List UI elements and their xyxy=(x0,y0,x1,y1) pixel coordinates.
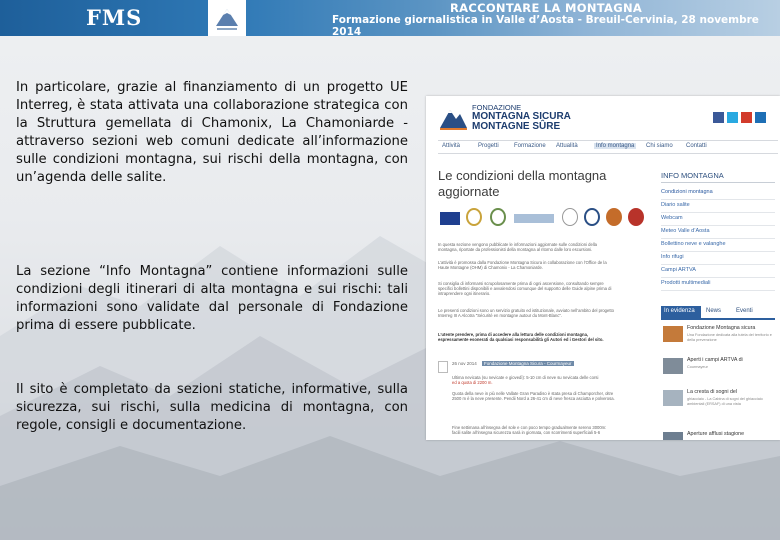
sidebar-item-condizioni[interactable]: Condizioni montagna xyxy=(661,187,775,200)
tab-in-evidenza[interactable]: In evidenza xyxy=(661,306,701,318)
paragraph-interreg: In particolare, grazie al finanziamento di un progetto UE Interreg, è stata attivata una collaborazione strategica con la Struttura gemellata di Chamonix, La Chamoniarde - attraverso sezioni web comuni dedicate all’informazione sulle condizioni montagna, sui rischi della montagna, con un’agenda delle salite. xyxy=(16,80,408,185)
sidebar-item-rifugi[interactable]: Info rifugi xyxy=(661,252,775,265)
bulletin-line: Ultima nevicata (su nevicate e giovedì): 5-10 cm di neve su nevicata delle corsi xyxy=(452,375,599,380)
sidebar-item-multimedia[interactable]: Prodotti multimediali xyxy=(661,278,775,291)
bulletin-date: 26 nov 2014 xyxy=(452,361,477,366)
nav-info-montagna[interactable]: Info montagna xyxy=(596,143,635,149)
fondazione-logo-icon xyxy=(438,102,468,132)
body-line: espressamente esonerati da qualsiasi responsabilità gli Autori ed i Gestori del sito. xyxy=(438,337,604,342)
bulletin-line: 2500 m è la neve presente. Pendii Nord a 26-41 cm di neve fresca asciutta e polverosa. xyxy=(452,396,615,401)
body-line: In questa sezione vengono pubblicate le informazioni aggiornate sulle condizioni della xyxy=(438,242,597,247)
nav-chi-siamo[interactable]: Chi siamo xyxy=(646,143,673,149)
banner-title: RACCONTARE LA MONTAGNA xyxy=(450,1,643,15)
news-subtitle: Una Fondazione dedicata alla tutela del territorio e della prevenzione xyxy=(687,333,772,342)
sidebar-item-artva[interactable]: Campi ARTVA xyxy=(661,265,775,278)
website-screenshot xyxy=(426,96,780,440)
list-item[interactable] xyxy=(661,428,775,440)
news-thumbnail xyxy=(663,390,683,406)
fms-logo: FMS xyxy=(86,5,143,30)
page-title: Le condizioni della montagna aggiornate xyxy=(438,168,607,199)
sidebar-item-meteo[interactable]: Meteo Valle d’Aosta xyxy=(661,226,775,239)
sidebar-heading: INFO MONTAGNA xyxy=(661,171,724,180)
partner-logo-icon xyxy=(606,208,622,226)
youtube-icon[interactable] xyxy=(741,112,752,123)
tabs-underline xyxy=(661,318,775,320)
news-title: Fondazione Montagna sicura xyxy=(687,325,756,331)
bulletin-icon xyxy=(438,361,448,373)
news-title: La cresta di sogni del xyxy=(687,389,738,395)
partner-logo-icon xyxy=(562,208,578,226)
partner-logo-icon xyxy=(628,208,644,226)
body-line: specifici bollettini disponibili e avvalendosi comunque del supporto delle Guide alpine prima di xyxy=(438,286,612,291)
news-tabs xyxy=(661,306,775,318)
paragraph-static-sections: Il sito è completato da sezioni statiche, informative, sulla sicurezza, sui rischi, sulla medicina di montagna, con regole, consigli e documentazione. xyxy=(16,382,408,433)
news-thumbnail xyxy=(663,326,683,342)
body-line: L’attività è promossa dalla Fondazione Montagna Sicura in collaborazione con l’Office de la xyxy=(438,260,607,265)
body-line: Haute Montagne (OHM) di Chamonix - La Chamoniarde. xyxy=(438,265,543,270)
news-title: Aperture afflusi stagione xyxy=(687,431,745,437)
linkedin-icon[interactable] xyxy=(755,112,766,123)
twitter-icon[interactable] xyxy=(727,112,738,123)
sidebar-item-webcam[interactable]: Webcam xyxy=(661,213,775,226)
body-line: L’utente prendere, prima di accedere alla lettura delle condizioni montagna, xyxy=(438,332,589,337)
header-banner xyxy=(0,0,780,36)
news-thumbnail xyxy=(663,358,683,374)
sidebar-item-bollettino[interactable]: Bollettino neve e valanghe xyxy=(661,239,775,252)
nav-progetti[interactable]: Progetti xyxy=(478,143,499,149)
nav-contatti[interactable]: Contatti xyxy=(686,143,707,149)
nav-formazione[interactable]: Formazione xyxy=(514,143,546,149)
partner-logo-icon xyxy=(490,208,506,226)
bulletin-line: facili salite all’insegna sicurezza sarà in giornata, con scorrimenti superficiali 5-6 xyxy=(452,430,601,435)
partner-logo-icon xyxy=(584,208,600,226)
mountain-badge-icon xyxy=(208,0,246,36)
news-subtitle: Courmayeur xyxy=(687,365,708,369)
tab-news[interactable]: News xyxy=(706,308,722,314)
tab-eventi[interactable]: Eventi xyxy=(736,308,753,314)
condition-bulletin[interactable] xyxy=(438,361,652,440)
paragraph-info-montagna: La sezione “Info Montagna” contiene informazioni sulle condizioni degli itinerari di alta montagna e sui rischi: tali informazioni sono validate dal personale di Fondazione prima di essere pubblicate. xyxy=(16,264,408,333)
site-nav xyxy=(438,140,778,154)
body-line: intraprendere ogni itinerario. xyxy=(438,291,491,296)
fondazione-logo-text: FONDAZIONE MONTAGNA SICURA MONTAGNE SÛRE xyxy=(472,103,571,132)
nav-attualita[interactable]: Attualità xyxy=(556,143,578,149)
body-line: montagna, riportate da professionisti della montagna al ritorno dalle loro escursioni. xyxy=(438,247,593,252)
body-line: Si consiglia di informarsi scrupolosamente prima di ogni ascensione, consultando sempre xyxy=(438,281,604,286)
bulletin-line: Fine settimana all’insegna del sole e con poco tempo gradualmente sereno 3000m: xyxy=(452,425,607,430)
sidebar-divider xyxy=(661,182,775,183)
list-item[interactable] xyxy=(661,354,775,384)
sidebar-item-diario[interactable]: Diario salite xyxy=(661,200,775,213)
bulletin-line: Quota della neve in più nelle Vallate Gran Paradiso è stata presa di Champorcher, oltre xyxy=(452,391,614,396)
news-subtitle: ghiacciaio - La Cabina di sogni del ghiacciaio ambientali (ERSAF) di una vista xyxy=(687,397,763,406)
partner-logo-icon xyxy=(466,208,482,226)
nav-attivita[interactable]: Attività xyxy=(442,143,461,149)
news-title: Aperti i campi ARTVA di xyxy=(687,357,743,363)
banner-subtitle: Formazione giornalistica in Valle d’Aosta - Breuil-Cervinia, 28 novembre 2014 xyxy=(332,14,759,38)
body-line: Le presenti condizioni sono un servizio gratuito ed istituzionale, avviato nell’ambito del progetto xyxy=(438,308,614,313)
list-item[interactable] xyxy=(661,386,775,416)
list-item[interactable] xyxy=(661,322,775,352)
news-thumbnail xyxy=(663,432,683,440)
bulletin-tag: Fondazione Montagna Sicura - Courmayeur xyxy=(484,361,572,366)
facebook-icon[interactable] xyxy=(713,112,724,123)
bulletin-line: ed a quota di 2200 m. xyxy=(452,380,493,385)
body-line: Interreg III A Alcotra "Sécurité en montagne autour du Mont-Blanc". xyxy=(438,313,563,318)
